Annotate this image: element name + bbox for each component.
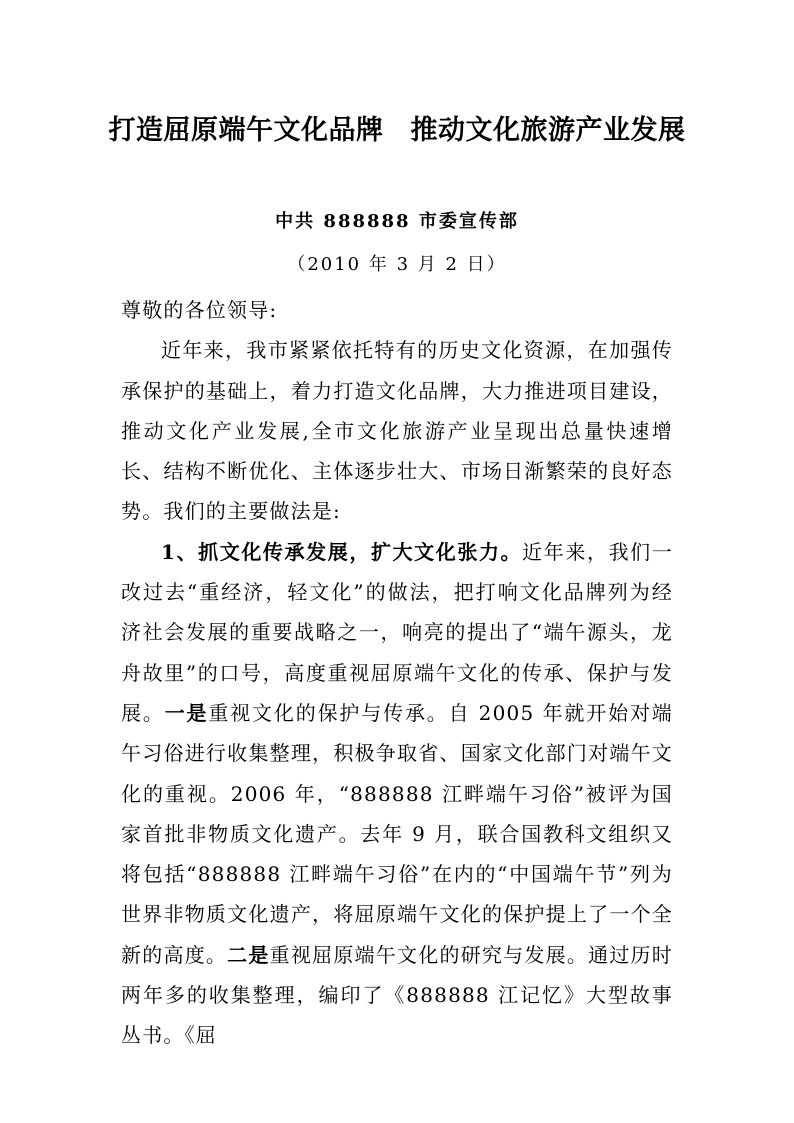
intro-paragraph: 近年来，我市紧紧依托特有的历史文化资源，在加强传承保护的基础上，着力打造文化品牌，大力推进项目建设，推动文化产业发展,全市文化旅游产业呈现出总量快速增长、结构不断优化、主体逐步壮大、市场日渐繁荣的良好态势。我们的主要做法是: [121,338,673,524]
point-1-label: 一是 [164,700,209,725]
point-2-label: 二是 [227,942,270,967]
point-1-text: 重视文化的保护与传承。自 2005 年就开始对端午习俗进行收集整理，积极争取省、国家文化部门对端午文化的重视。2006 年，“888888 江畔端午习俗”被评为国家首批非物质文化遗产。去年 9 月，联合国教科文组织又将包括“888888 江畔端午习俗”在内的“中国端午节”列为世界非物质文化遗产，将屈原端午文化的保护提上了一个全新的高度。 [121,700,673,967]
title-part-2: 推动文化旅游产业发展 [410,115,686,146]
title-part-1: 打造屈原端午文化品牌 [108,115,384,146]
section-1-paragraph [121,532,673,1056]
point-2-text: 重视屈原端午文化的研究与发展。通过历时两年多的收集整理，编印了《888888 江记忆》大型故事丛书。《屈 [121,942,673,1048]
section-1-text: 近年来，我们一改过去“重经济，轻文化”的做法，把打响文化品牌列为经济社会发展的重要战略之一，响亮的提出了“端午源头，龙舟故里”的口号，高度重视屈原端午文化的传承、保护与发展。 [121,539,673,725]
document-author: 中共 888888 市委宣传部 [275,211,519,232]
document-body [121,290,673,1056]
document-title [0,108,794,147]
salutation: 尊敬的各位领导: [121,298,278,322]
document-date: （2010 年 3 月 2 日） [287,254,507,275]
section-1-heading: 1、抓文化传承发展，扩大文化张力。 [161,539,523,564]
